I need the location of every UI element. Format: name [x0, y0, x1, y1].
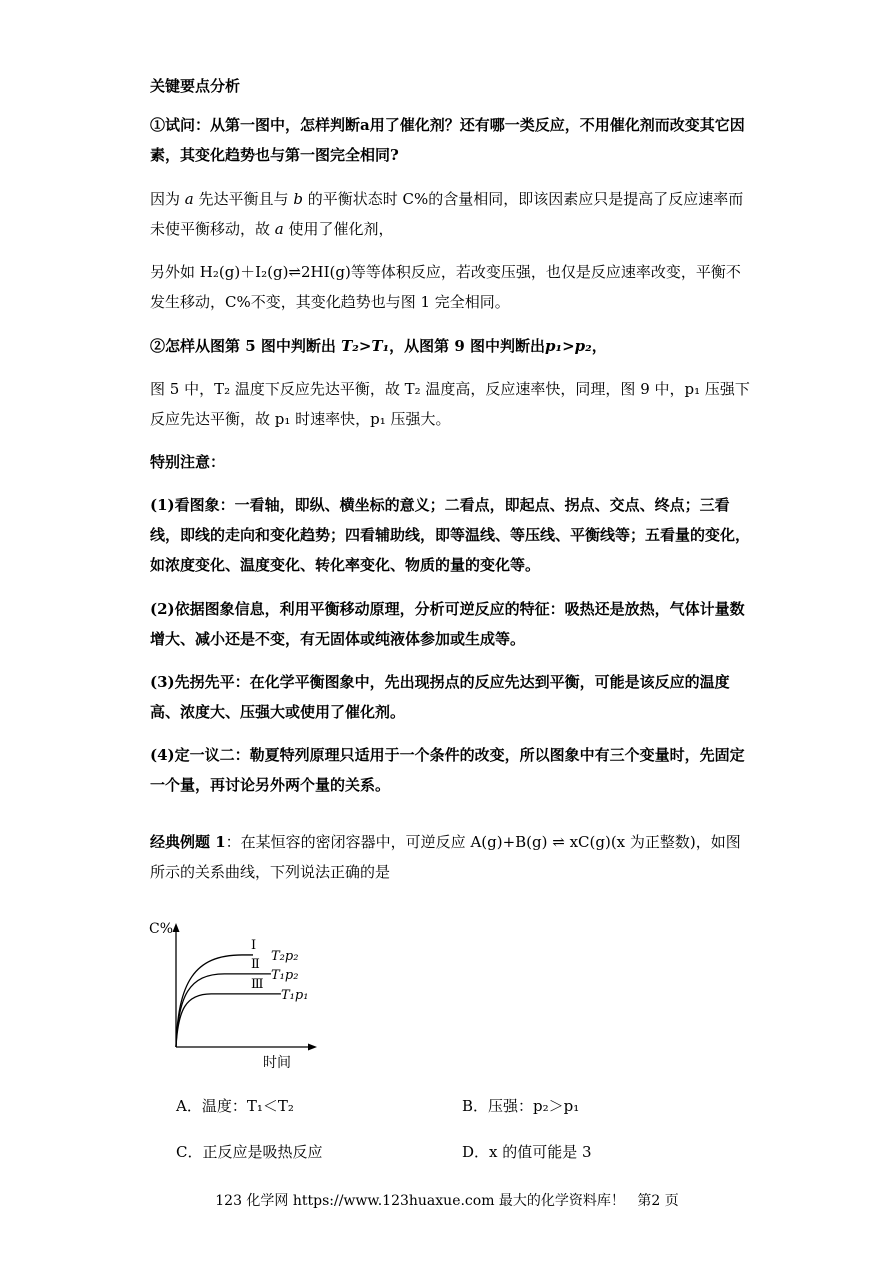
answer-1-extra: 另外如 H₂(g)＋I₂(g)⇌2HI(g)等等体积反应，若改变压强，也仅是反应速率改变，平衡不发生移动，C%不变，其变化趋势也与图 1 完全相同。	[150, 263, 741, 311]
curve-3	[176, 994, 281, 1047]
curve-1-roman: Ⅰ	[251, 937, 257, 953]
equilibrium-figure	[145, 915, 335, 1075]
curve-2-roman: Ⅱ	[251, 956, 260, 972]
section-heading: 关键要点分析	[150, 77, 241, 95]
choice-a[interactable]: A．温度：T₁＜T₂	[176, 1097, 294, 1115]
curve-1-label: T₂p₂	[271, 948, 299, 964]
footer-site: 123 化学网 https://www.123huaxue.com 最大的化学资料库！	[215, 1193, 625, 1209]
note-4: (4)定一议二：勒夏特列原理只适用于一个条件的改变，所以图象中有三个变量时，先固定一个量，再讨论另外两个量的关系。	[150, 746, 745, 794]
question-1: ①试问：从第一图中，怎样判断a用了催化剂？还有哪一类反应，不用催化剂而改变其它因素，其变化趋势也与第一图完全相同?	[150, 116, 745, 164]
answer-2: 图 5 中，T₂ 温度下反应先达平衡，故 T₂ 温度高，反应速率快，同理，图 9 中，p₁ 压强下反应先达平衡，故 p₁ 时速率快，p₁ 压强大。	[150, 380, 750, 428]
note-3: (3)先拐先平：在化学平衡图象中，先出现拐点的反应先达到平衡，可能是该反应的温度高、浓度大、压强大或使用了催化剂。	[150, 673, 730, 721]
note-2: (2)依据图象信息，利用平衡移动原理，分析可逆反应的特征：吸热还是放热，气体计量数增大、减小还是不变，有无固体或纯液体参加或生成等。	[150, 600, 745, 648]
footer-page-number: 第2 页	[637, 1193, 679, 1209]
note-1: (1)看图象：一看轴，即纵、横坐标的意义；二看点，即起点、拐点、交点、终点；三看线，即线的走向和变化趋势；四看辅助线，即等温线、等压线、平衡线等；五看量的变化，如浓度变化、温度变化、转化率变化、物质的量的变化等。	[150, 496, 751, 574]
example-1: 经典例题 1：在某恒容的密闭容器中，可逆反应 A(g)+B(g) ⇌ xC(g)(x 为正整数)，如图所示的关系曲线，下列说法正确的是	[150, 833, 741, 881]
question-2: ②怎样从图第 5 图中判断出 T₂>T₁，从图第 9 图中判断出p₁>p₂，	[150, 337, 607, 355]
curve-3-label: T₁p₁	[281, 987, 309, 1003]
curve-1	[176, 955, 253, 1047]
x-axis-label: 时间	[263, 1055, 291, 1071]
choice-b[interactable]: B．压强：p₂＞p₁	[462, 1097, 580, 1115]
curve-3-roman: Ⅲ	[251, 976, 264, 992]
choice-d[interactable]: D．x 的值可能是 3	[462, 1143, 592, 1161]
curve-2-label: T₁p₂	[271, 967, 299, 983]
answer-1: 因为 a 先达平衡且与 b 的平衡状态时 C%的含量相同，即该因素应只是提高了反应速率而未使平衡移动，故 a 使用了催化剂，	[150, 190, 744, 238]
page-footer	[0, 1190, 894, 1210]
choice-c[interactable]: C．正反应是吸热反应	[176, 1143, 323, 1161]
y-axis-label: C%	[149, 921, 174, 937]
notice-title: 特别注意：	[150, 453, 226, 471]
